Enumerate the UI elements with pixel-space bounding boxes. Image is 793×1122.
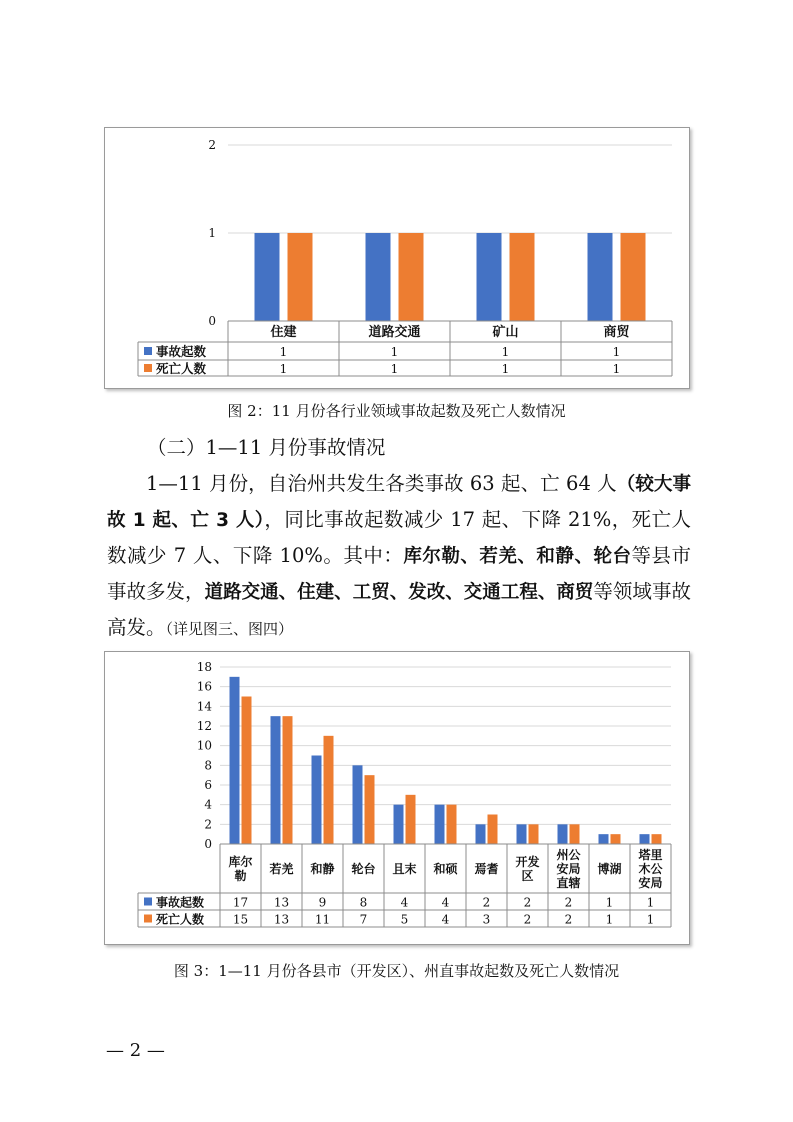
table-value: 1 — [501, 362, 510, 376]
bar-deaths — [324, 736, 334, 844]
bar-deaths — [406, 795, 416, 844]
table-value: 1 — [646, 912, 655, 927]
table-value: 13 — [273, 912, 290, 927]
category-label: 塔里木公安局 — [638, 847, 663, 890]
legend-label: 死亡人数 — [156, 361, 207, 376]
bar-accidents — [271, 716, 281, 844]
section-heading: （二）1—11 月份事故情况 — [147, 436, 386, 459]
category-label: 道路交通 — [368, 325, 421, 341]
category-label: 轮台 — [351, 861, 376, 876]
table-value: 2 — [564, 912, 573, 927]
category-label: 且末 — [392, 861, 417, 876]
y-tick-label: 0 — [204, 837, 212, 851]
table-value: 1 — [390, 345, 399, 359]
caption-fig3: 图 3：1—11 月份各县市（开发区）、州直事故起数及死亡人数情况 — [173, 962, 620, 980]
bar-deaths — [283, 716, 293, 844]
category-label: 若羌 — [269, 861, 294, 876]
category-label: 库尔勒 — [228, 854, 253, 883]
bar-accidents — [558, 824, 568, 844]
category-label: 开发区 — [515, 854, 540, 883]
table-value: 17 — [232, 895, 249, 910]
table-value: 1 — [501, 345, 510, 359]
bar-deaths — [488, 815, 498, 845]
y-tick-label: 1 — [208, 226, 216, 240]
table-value: 1 — [390, 362, 399, 376]
y-tick-label: 10 — [196, 738, 212, 753]
table-value: 13 — [273, 895, 290, 910]
table-value: 2 — [564, 895, 573, 910]
table-value: 5 — [400, 912, 409, 927]
chart-fig3 — [104, 651, 690, 945]
para-text-3: 等县市事故多发， — [107, 544, 691, 603]
para-bold-1: （较大事故 1 起、亡 3 人） — [107, 474, 691, 531]
caption-fig2: 图 2：11 月份各行业领域事故起数及死亡人数情况 — [227, 402, 566, 420]
bar-accidents — [366, 233, 391, 321]
category-label: 矿山 — [492, 325, 519, 341]
bar-deaths — [529, 824, 539, 844]
table-value: 2 — [482, 895, 491, 910]
bar-deaths — [510, 233, 535, 321]
bar-deaths — [242, 697, 252, 845]
legend-swatch — [144, 364, 152, 372]
table-value: 2 — [523, 895, 532, 910]
y-tick-label: 4 — [204, 797, 212, 812]
table-value: 8 — [359, 895, 368, 910]
bar-accidents — [230, 677, 240, 844]
bar-accidents — [312, 756, 322, 845]
table-value: 2 — [523, 912, 532, 927]
bar-accidents — [477, 233, 502, 321]
bar-deaths — [288, 233, 313, 321]
table-value: 1 — [605, 912, 614, 927]
category-label: 商贸 — [603, 325, 630, 341]
category-label: 和静 — [310, 861, 335, 876]
y-tick-label: 2 — [204, 817, 212, 832]
table-value: 15 — [232, 912, 249, 927]
chart-fig3-svg — [105, 652, 689, 944]
legend-swatch — [144, 898, 152, 906]
bar-deaths — [399, 233, 424, 321]
para-bold-2: 库尔勒、若羌、和静、轮台 — [403, 546, 632, 567]
y-tick-label: 8 — [204, 758, 212, 773]
category-label: 博湖 — [597, 861, 622, 876]
table-value: 9 — [318, 895, 327, 910]
table-value: 4 — [441, 912, 450, 927]
y-tick-label: 0 — [208, 314, 216, 328]
table-value: 1 — [279, 345, 288, 359]
bar-accidents — [255, 233, 280, 321]
table-value: 11 — [314, 912, 331, 927]
table-value: 1 — [279, 362, 288, 376]
page-number: — 2 — — [106, 1040, 165, 1061]
legend-label: 死亡人数 — [156, 912, 205, 927]
y-tick-label: 2 — [208, 138, 216, 152]
table-value: 4 — [441, 895, 450, 910]
bar-accidents — [588, 233, 613, 321]
table-value: 3 — [482, 912, 491, 927]
table-value: 7 — [359, 912, 368, 927]
bar-accidents — [435, 805, 445, 844]
y-tick-label: 16 — [196, 679, 212, 694]
category-label: 和硕 — [433, 861, 458, 876]
y-tick-label: 12 — [196, 719, 212, 733]
category-label: 住建 — [270, 325, 297, 341]
table-value: 1 — [612, 345, 621, 359]
bar-accidents — [476, 824, 486, 844]
bar-deaths — [447, 805, 457, 844]
bar-deaths — [611, 834, 621, 844]
para-note: （详见图三、图四） — [165, 620, 294, 638]
bar-deaths — [365, 775, 375, 844]
category-label: 焉耆 — [474, 861, 499, 876]
legend-swatch — [144, 347, 152, 355]
legend-swatch — [144, 915, 152, 923]
y-tick-label: 6 — [204, 778, 212, 792]
body-paragraph — [107, 466, 691, 647]
legend-label: 事故起数 — [156, 895, 205, 910]
legend-label: 事故起数 — [156, 344, 207, 359]
bar-accidents — [517, 824, 527, 844]
bar-accidents — [353, 765, 363, 844]
y-tick-label: 14 — [196, 699, 212, 714]
bar-accidents — [599, 834, 609, 844]
chart-fig2 — [104, 127, 690, 389]
category-label: 州公安局直辖 — [556, 847, 581, 890]
bar-accidents — [394, 805, 404, 844]
bar-accidents — [640, 834, 650, 844]
para-text-1: 1—11 月份，自治州共发生各类事故 63 起、亡 64 人 — [146, 472, 617, 495]
table-value: 1 — [605, 895, 614, 910]
table-value: 4 — [400, 895, 409, 910]
bar-deaths — [570, 824, 580, 844]
para-text-4: 等领域事故高发。 — [107, 580, 691, 639]
bar-deaths — [652, 834, 662, 844]
y-tick-label: 18 — [196, 660, 212, 674]
bar-deaths — [621, 233, 646, 321]
para-text-2: ，同比事故起数减少 17 起、下降 21%，死亡人数减少 7 人、下降 10%。其中： — [107, 508, 691, 567]
table-value: 1 — [646, 895, 655, 910]
para-bold-3: 道路交通、住建、工贸、发改、交通工程、商贸 — [204, 582, 594, 603]
chart-fig2-svg — [105, 128, 689, 388]
table-value: 1 — [612, 362, 621, 376]
